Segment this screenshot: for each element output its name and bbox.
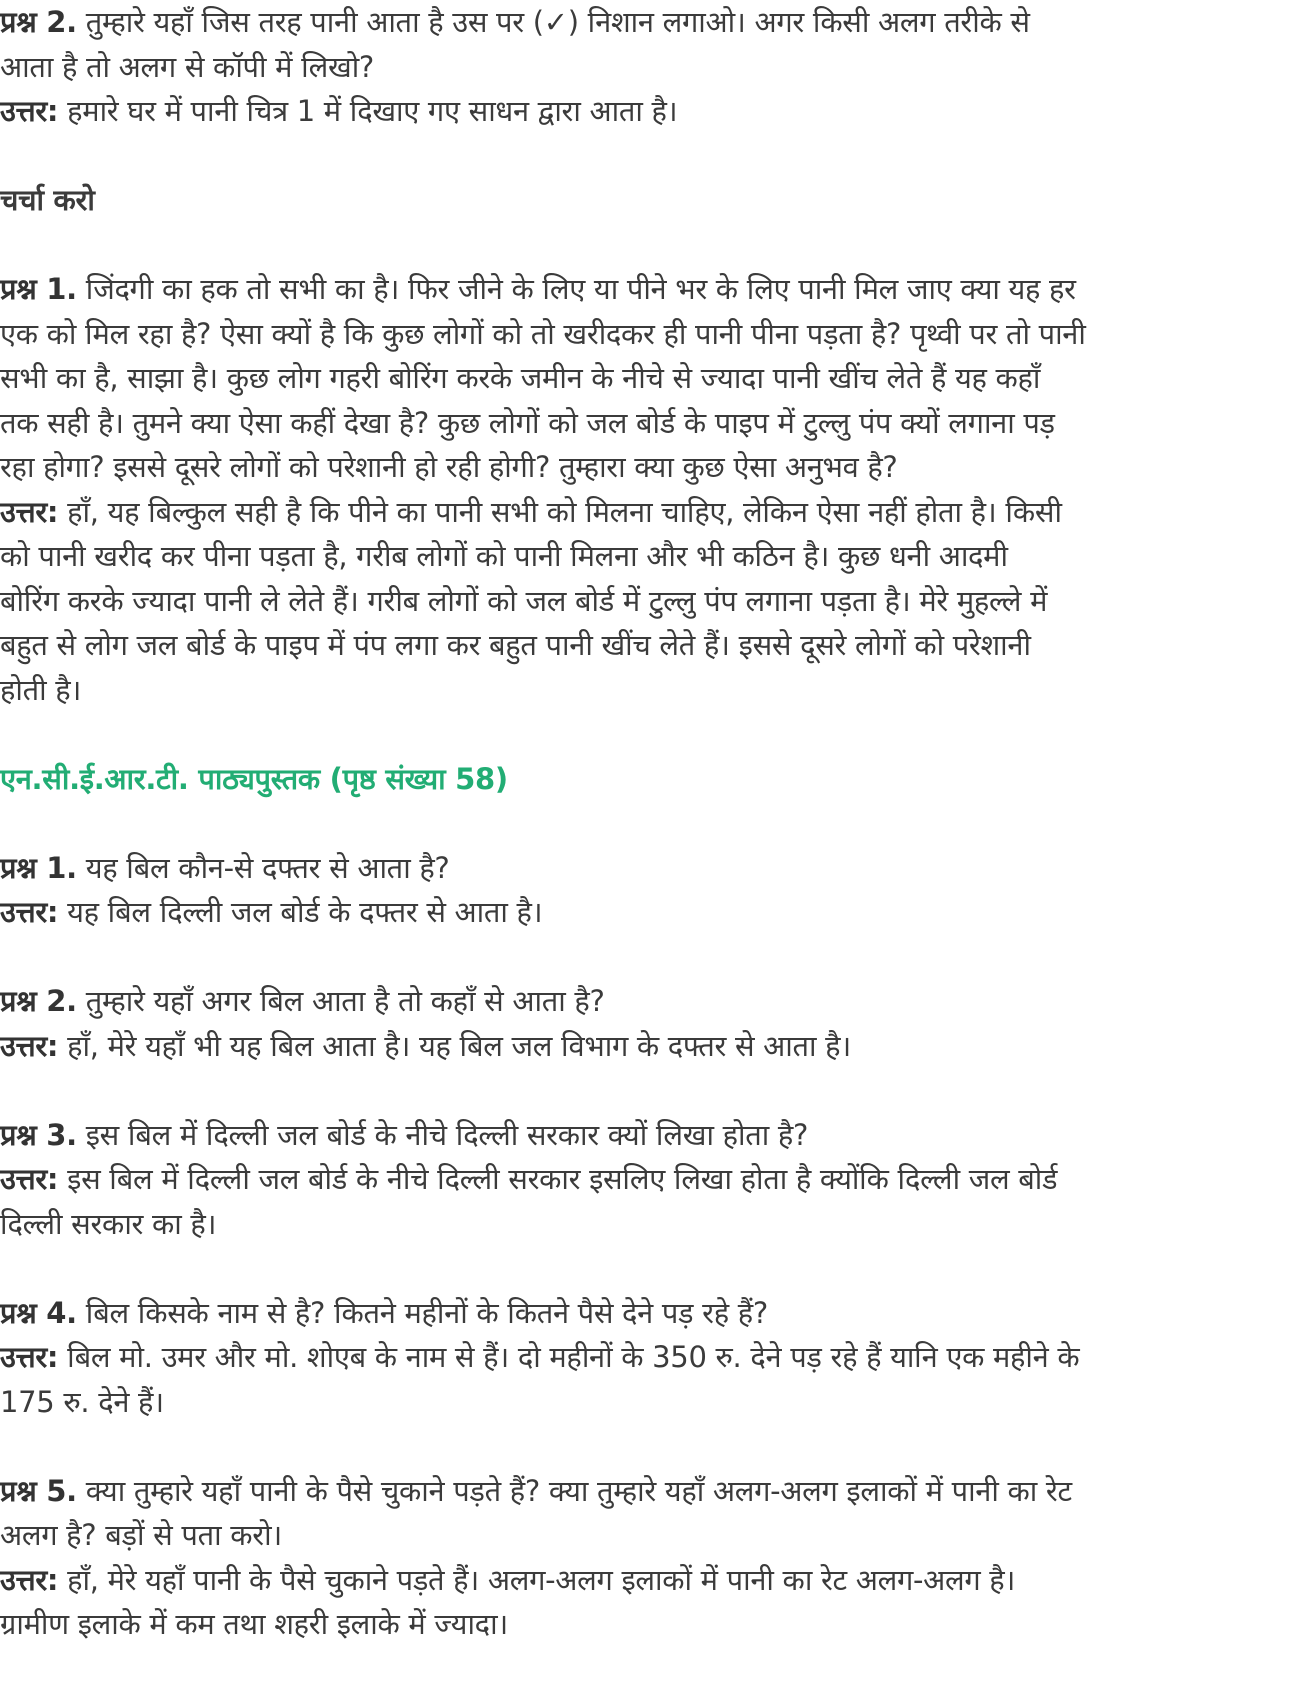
question-line — [0, 312, 1303, 357]
answer-text: हाँ, यह बिल्कुल सही है कि पीने का पानी सभी को मिलना चाहिए, लेकिन ऐसा नहीं होता है। किसी — [67, 494, 1062, 529]
question-line — [0, 45, 1303, 90]
answer-line — [0, 1202, 1303, 1247]
question-text: क्या तुम्हारे यहाँ पानी के पैसे चुकाने पड़ते हैं? क्या तुम्हारे यहाँ अलग-अलग इलाकों में पानी का रेट — [85, 1473, 1072, 1508]
answer-line — [0, 890, 1303, 935]
question-line — [0, 979, 1303, 1024]
question-label: प्रश्न 5. — [0, 1473, 77, 1508]
answer-text: को पानी खरीद कर पीना पड़ता है, गरीब लोगों को पानी मिलना और भी कठिन है। कुछ धनी आदमी — [0, 539, 1008, 573]
question-block-discuss-q1 — [0, 267, 1303, 712]
spacer — [0, 1424, 1303, 1469]
question-block-ncert-q5 — [0, 1469, 1303, 1647]
answer-line — [0, 1157, 1303, 1202]
spacer — [0, 1246, 1303, 1291]
question-block-ncert-q4 — [0, 1291, 1303, 1425]
question-block-ncert-q3 — [0, 1113, 1303, 1247]
question-line — [0, 445, 1303, 490]
answer-line — [0, 1024, 1303, 1069]
question-line — [0, 356, 1303, 401]
answer-text: ग्रामीण इलाके में कम तथा शहरी इलाके में ज्यादा। — [0, 1607, 508, 1641]
question-line — [0, 1113, 1303, 1158]
question-text: एक को मिल रहा है? ऐसा क्यों है कि कुछ लोगों को तो खरीदकर ही पानी पीना पड़ता है? पृथ्वी पर तो पानी — [0, 316, 1086, 351]
question-line — [0, 0, 1303, 45]
answer-line — [0, 1602, 1303, 1647]
answer-text: हाँ, मेरे यहाँ पानी के पैसे चुकाने पड़ते हैं। अलग-अलग इलाकों में पानी का रेट अलग-अलग है। — [67, 1562, 1016, 1597]
section-heading-discuss: चर्चा करो — [0, 183, 95, 217]
answer-line — [0, 89, 1303, 134]
answer-label: उत्तर: — [0, 895, 59, 929]
question-text: रहा होगा? इससे दूसरे लोगों को परेशानी हो रही होगी? तुम्हारा क्या कुछ ऐसा अनुभव है? — [0, 450, 898, 484]
spacer — [0, 712, 1303, 757]
question-label: प्रश्न 1. — [0, 272, 77, 306]
answer-text: दिल्ली सरकार का है। — [0, 1206, 217, 1241]
answer-text: हाँ, मेरे यहाँ भी यह बिल आता है। यह बिल जल विभाग के दफ्तर से आता है। — [67, 1028, 851, 1063]
answer-label: उत्तर: — [0, 494, 59, 529]
section-heading-ncert: एन.सी.ई.आर.टी. पाठ्यपुस्तक (पृष्ठ संख्या 58) — [0, 761, 508, 796]
question-label: प्रश्न 3. — [0, 1117, 77, 1152]
answer-text: हमारे घर में पानी चित्र 1 में दिखाए गए साधन द्वारा आता है। — [67, 94, 678, 128]
question-label: प्रश्न 2. — [0, 984, 77, 1018]
question-text: तुम्हारे यहाँ अगर बिल आता है तो कहाँ से आता है? — [85, 984, 605, 1018]
question-text: तुम्हारे यहाँ जिस तरह पानी आता है उस पर (✓) निशान लगाओ। अगर किसी अलग तरीके से — [85, 5, 1030, 39]
question-text: जिंदगी का हक तो सभी का है। फिर जीने के लिए या पीने भर के लिए पानी मिल जाए क्या यह हर — [85, 272, 1076, 306]
question-text: इस बिल में दिल्ली जल बोर्ड के नीचे दिल्ली सरकार क्यों लिखा होता है? — [85, 1117, 809, 1152]
question-text: बिल किसके नाम से है? कितने महीनों के कितने पैसे देने पड़ रहे हैं? — [85, 1295, 768, 1330]
spacer — [0, 134, 1303, 179]
answer-text: यह बिल दिल्ली जल बोर्ड के दफ्तर से आता है। — [67, 895, 543, 929]
answer-line — [0, 1558, 1303, 1603]
answer-text: इस बिल में दिल्ली जल बोर्ड के नीचे दिल्ली सरकार इसलिए लिखा होता है क्योंकि दिल्ली जल बोर्ड — [67, 1162, 1058, 1196]
question-line — [0, 846, 1303, 891]
answer-label: उत्तर: — [0, 1562, 59, 1597]
answer-line — [0, 534, 1303, 579]
spacer — [0, 801, 1303, 846]
question-text: अलग है? बड़ों से पता करो। — [0, 1518, 282, 1552]
question-block-q2 — [0, 0, 1303, 134]
answer-line — [0, 490, 1303, 535]
question-text: आता है तो अलग से कॉपी में लिखो? — [0, 49, 375, 84]
answer-text: बोरिंग करके ज्यादा पानी ले लेते हैं। गरीब लोगों को जल बोर्ड में टुल्लु पंप लगाना पड़ता है। मेरे मुहल्ले में — [0, 583, 1048, 618]
spacer — [0, 223, 1303, 268]
answer-text: होती है। — [0, 672, 82, 707]
answer-text: बहुत से लोग जल बोर्ड के पाइप में पंप लगा कर बहुत पानी खींच लेते हैं। इससे दूसरे लोगों को परेशानी — [0, 628, 1031, 662]
answer-label: उत्तर: — [0, 1028, 59, 1063]
spacer — [0, 1068, 1303, 1113]
question-line — [0, 1513, 1303, 1558]
answer-label: उत्तर: — [0, 1340, 59, 1374]
question-text: यह बिल कौन-से दफ्तर से आता है? — [85, 850, 450, 885]
answer-line — [0, 623, 1303, 668]
answer-label: उत्तर: — [0, 94, 59, 128]
answer-text: बिल मो. उमर और मो. शोएब के नाम से हैं। दो महीनों के 350 रु. देने पड़ रहे हैं यानि एक महीने के — [67, 1340, 1080, 1374]
answer-label: उत्तर: — [0, 1162, 59, 1196]
question-line — [0, 1291, 1303, 1336]
question-label: प्रश्न 1. — [0, 850, 77, 885]
answer-line — [0, 579, 1303, 624]
question-label: प्रश्न 4. — [0, 1295, 77, 1330]
answer-text: 175 रु. देने हैं। — [0, 1384, 164, 1419]
question-label: प्रश्न 2. — [0, 5, 77, 39]
answer-line — [0, 1380, 1303, 1425]
question-line — [0, 267, 1303, 312]
question-text: सभी का है, साझा है। कुछ लोग गहरी बोरिंग करके जमीन के नीचे से ज्यादा पानी खींच लेते हैं यह कहाँ — [0, 361, 1041, 395]
question-text: तक सही है। तुमने क्या ऐसा कहीं देखा है? कुछ लोगों को जल बोर्ड के पाइप में टुल्लु पंप क्यों लगाना पड़ — [0, 405, 1055, 440]
spacer — [0, 935, 1303, 980]
question-block-ncert-q2 — [0, 979, 1303, 1068]
question-line — [0, 1469, 1303, 1514]
question-line — [0, 401, 1303, 446]
answer-line — [0, 1335, 1303, 1380]
answer-line — [0, 668, 1303, 713]
question-block-ncert-q1 — [0, 846, 1303, 935]
